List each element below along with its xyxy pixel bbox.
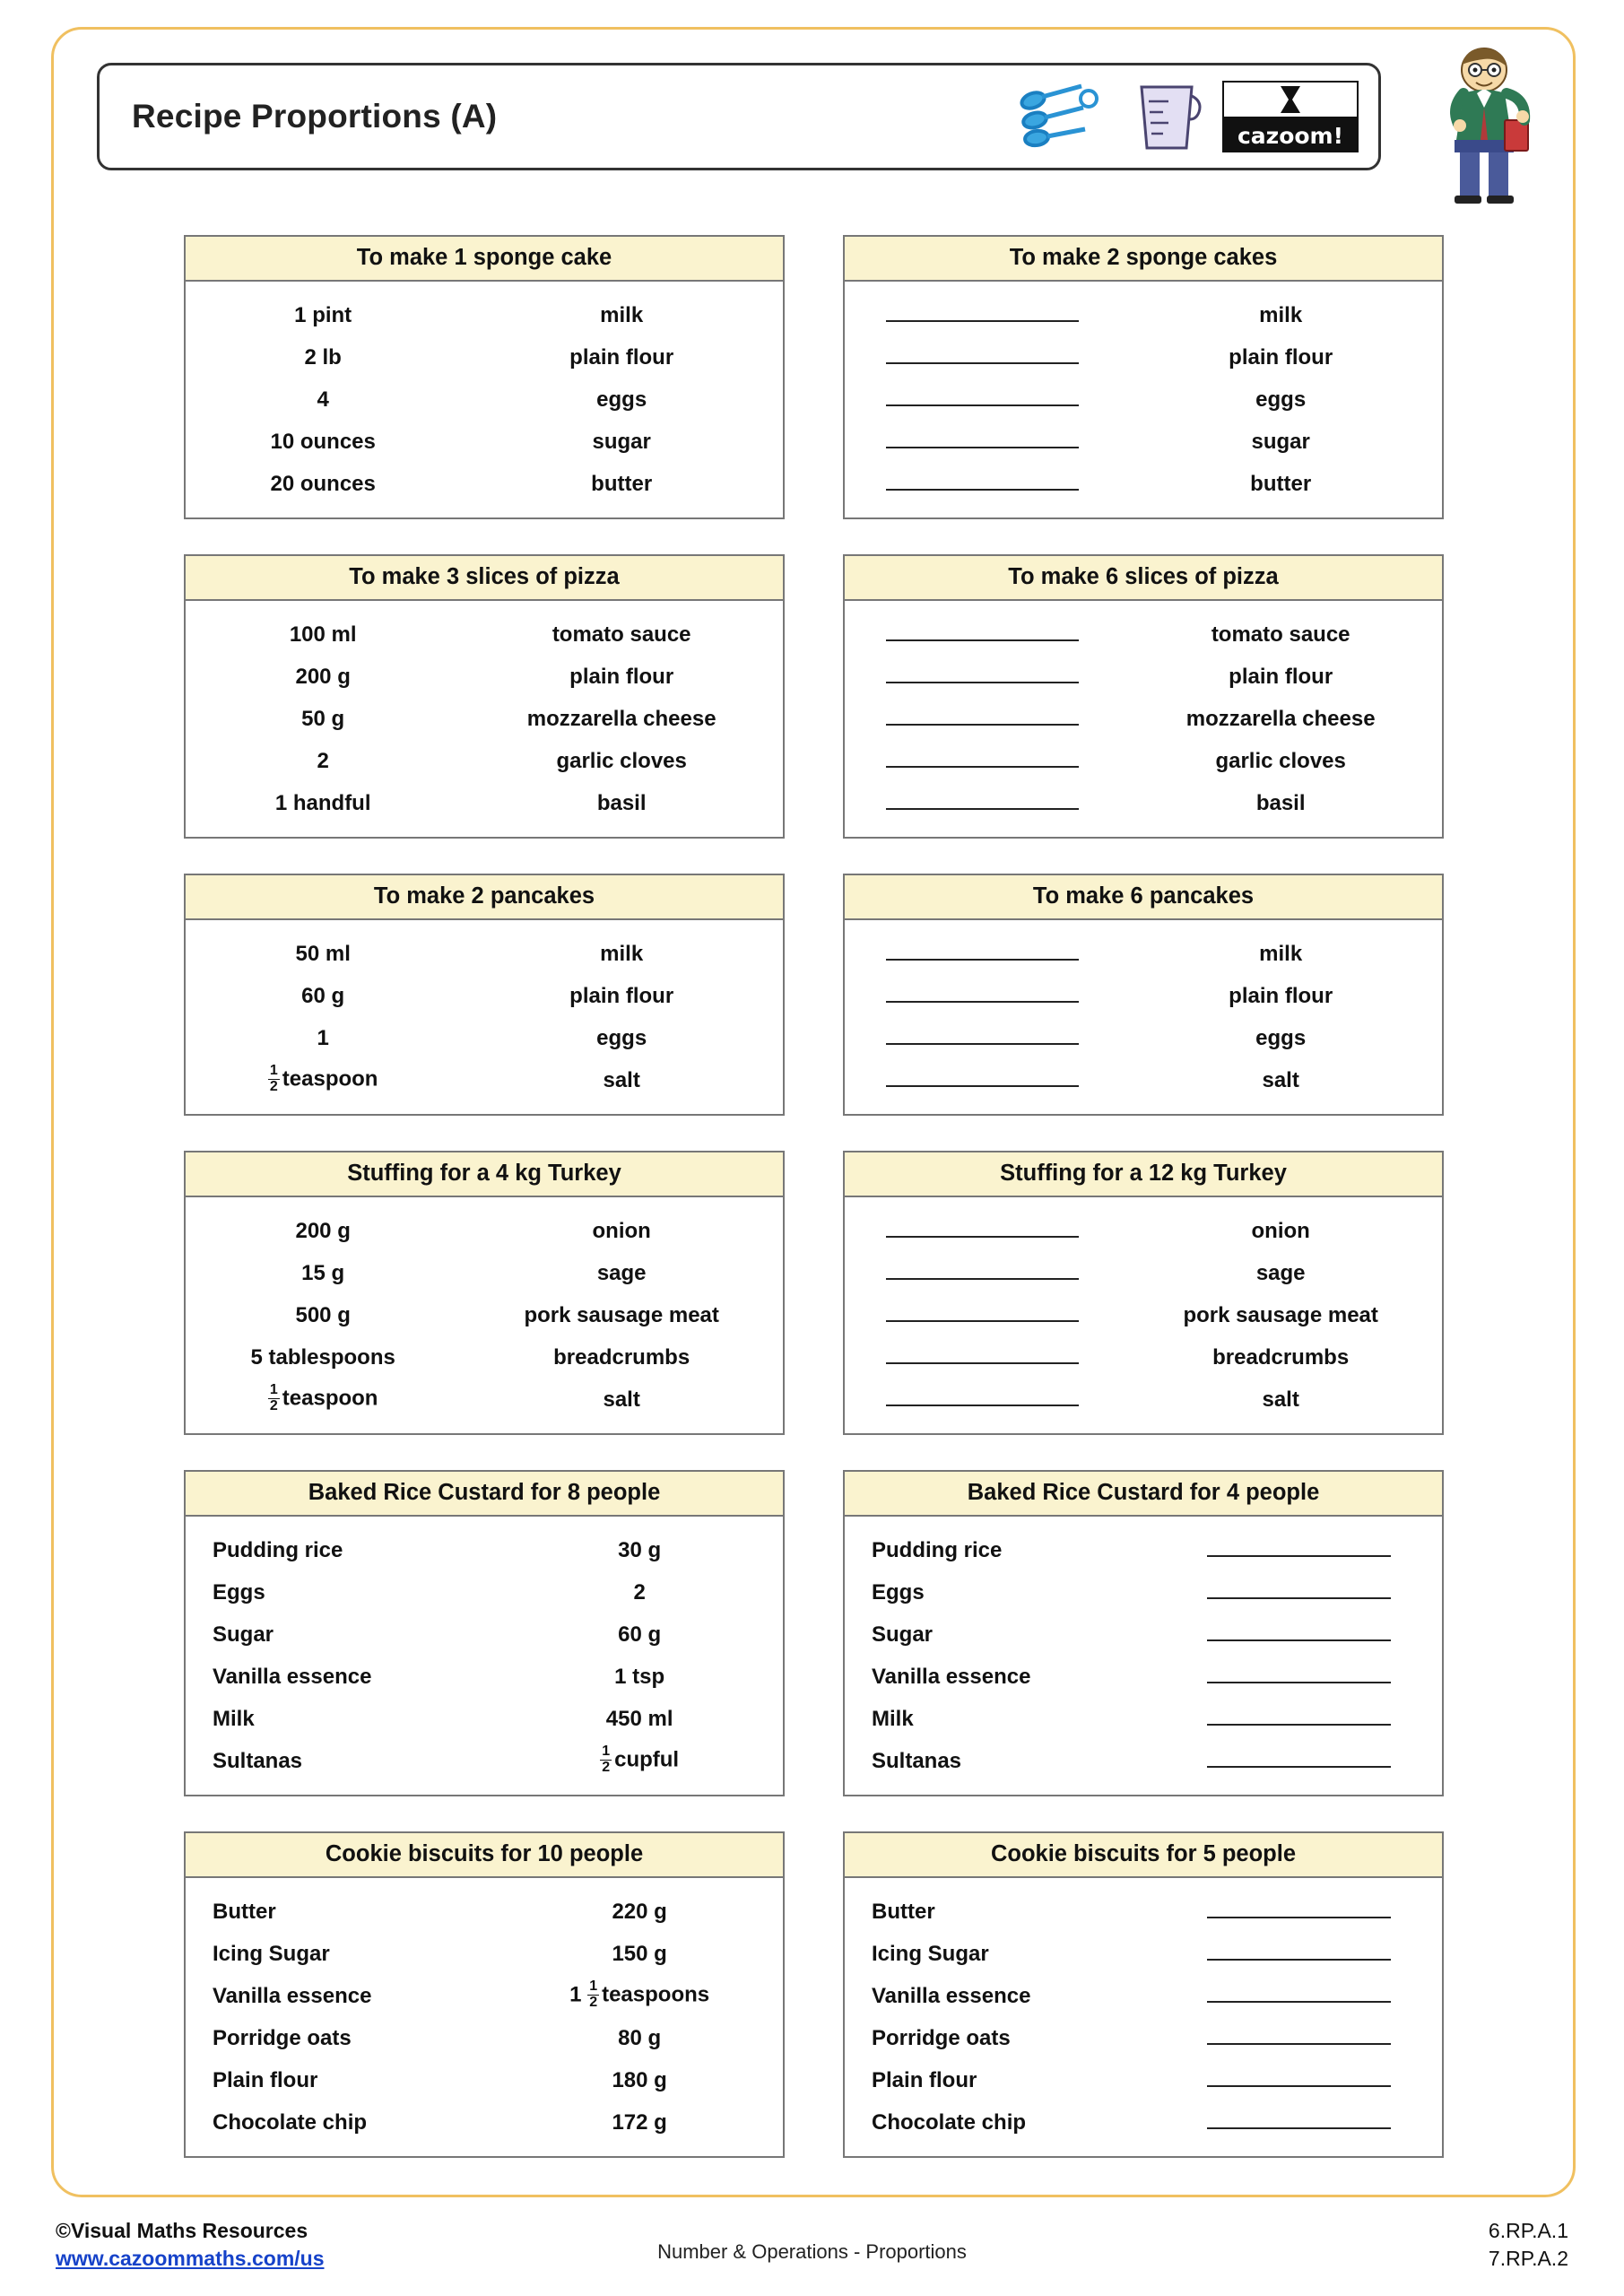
fraction-suffix: cupful (614, 1747, 680, 1772)
ingredient-name: breadcrumbs (1212, 1344, 1350, 1370)
recipe-card-grid (184, 235, 1444, 2193)
answer-blank[interactable] (845, 706, 1119, 732)
answer-blank[interactable] (845, 622, 1119, 648)
ingredient-row (845, 1891, 1442, 1933)
ingredient-name: plain flour (1229, 983, 1333, 1008)
recipe-card-rice-custard-4 (843, 1470, 1444, 1796)
ingredient-amount-fraction (186, 1065, 460, 1096)
hourglass-icon (1222, 81, 1359, 118)
ingredient-row (186, 1294, 783, 1336)
recipe-card-pizza-6 (843, 554, 1444, 839)
fraction-suffix: teaspoon (282, 1066, 378, 1091)
ingredient-row (186, 656, 783, 698)
answer-blank[interactable] (845, 941, 1119, 967)
card-body (843, 601, 1444, 839)
answer-blank[interactable] (1155, 1706, 1442, 1732)
measuring-jug-icon (1125, 78, 1208, 155)
card-title: Stuffing for a 4 kg Turkey (184, 1151, 785, 1197)
ingredient-row (845, 421, 1442, 463)
ingredient-row (186, 336, 783, 378)
ingredient-row (186, 1336, 783, 1378)
ingredient-amount: 10 ounces (270, 429, 376, 454)
page-title: Recipe Proportions (A) (132, 98, 498, 135)
ingredient-row (186, 294, 783, 336)
ingredient-row (845, 656, 1442, 698)
ingredient-amount: 450 ml (605, 1706, 673, 1731)
card-body (184, 1517, 785, 1796)
card-body (184, 920, 785, 1116)
ingredient-amount: 4 (317, 387, 329, 412)
page-footer (0, 2217, 1624, 2296)
ingredient-row (845, 294, 1442, 336)
ingredient-name: basil (596, 790, 647, 815)
answer-blank[interactable] (845, 1067, 1119, 1093)
ingredient-row (186, 1975, 783, 2017)
ingredient-row (845, 1571, 1442, 1613)
ingredient-row (186, 1571, 783, 1613)
fraction-suffix: teaspoon (282, 1386, 378, 1411)
card-body (184, 1878, 785, 2158)
standard-code-1: 6.RP.A.1 (1488, 2219, 1568, 2242)
ingredient-row (186, 2101, 783, 2144)
ingredient-amount: 172 g (612, 2109, 667, 2135)
ingredient-row (845, 1933, 1442, 1975)
ingredient-row (186, 1210, 783, 1252)
ingredient-row (186, 1740, 783, 1782)
card-title: To make 6 pancakes (843, 874, 1444, 920)
cazoom-logo (1222, 81, 1359, 152)
ingredient-name: Pudding rice (213, 1537, 343, 1562)
fraction-half: $\frac{1}{2}$ (269, 1063, 278, 1094)
ingredient-amount: 1 tsp (614, 1664, 665, 1689)
card-title: Baked Rice Custard for 8 people (184, 1470, 785, 1517)
ingredient-amount: 50 ml (295, 941, 351, 966)
answer-blank[interactable] (845, 1387, 1119, 1413)
card-title: Stuffing for a 12 kg Turkey (843, 1151, 1444, 1197)
ingredient-row (845, 1294, 1442, 1336)
ingredient-name: Icing Sugar (872, 1941, 989, 1966)
card-body (184, 601, 785, 839)
ingredient-name: Sultanas (213, 1748, 303, 1773)
ingredient-row (845, 1017, 1442, 1059)
answer-blank[interactable] (845, 1260, 1119, 1286)
answer-blank[interactable] (845, 344, 1119, 370)
footer-topic: Number & Operations - Proportions (657, 2240, 967, 2263)
title-bar (97, 63, 1381, 170)
ingredient-row (845, 463, 1442, 505)
recipe-card-pancakes-6 (843, 874, 1444, 1116)
ingredient-row (186, 2017, 783, 2059)
ingredient-row (845, 1210, 1442, 1252)
recipe-card-cookie-10 (184, 1831, 785, 2158)
measuring-spoons-icon (1017, 81, 1111, 152)
answer-blank[interactable] (1155, 1983, 1442, 2009)
ingredient-name: butter (591, 471, 653, 496)
card-row (184, 235, 1444, 519)
ingredient-name: Plain flour (213, 2067, 318, 2092)
ingredient-row (845, 1656, 1442, 1698)
answer-blank[interactable] (845, 387, 1119, 413)
card-title: To make 2 pancakes (184, 874, 785, 920)
ingredient-row (845, 2059, 1442, 2101)
ingredient-row (845, 378, 1442, 421)
ingredient-amount: 2 (317, 748, 329, 773)
ingredient-row (186, 1933, 783, 1975)
ingredient-name: garlic cloves (1215, 748, 1346, 773)
ingredient-row (186, 1698, 783, 1740)
footer-standards (1489, 2217, 1568, 2273)
ingredient-row (186, 1656, 783, 1698)
ingredient-row (845, 1740, 1442, 1782)
ingredient-name: milk (1259, 941, 1303, 966)
answer-blank[interactable] (1155, 1579, 1442, 1605)
ingredient-name: milk (1259, 302, 1303, 327)
ingredient-row (186, 2059, 783, 2101)
ingredient-amount: 100 ml (289, 622, 357, 647)
ingredient-name: plain flour (569, 344, 674, 370)
ingredient-name: onion (1251, 1218, 1310, 1243)
ingredient-name: basil (1255, 790, 1306, 815)
title-icon-group (1017, 78, 1359, 155)
ingredient-name: Vanilla essence (213, 1983, 372, 2008)
ingredient-name: tomato sauce (551, 622, 691, 647)
ingredient-amount-fraction (186, 1384, 460, 1415)
ingredient-name: Sugar (872, 1622, 934, 1647)
ingredient-name: eggs (596, 1025, 647, 1050)
ingredient-name: salt (603, 1387, 640, 1412)
ingredient-row (186, 1613, 783, 1656)
ingredient-row (186, 933, 783, 975)
ingredient-name: eggs (1255, 1025, 1307, 1050)
card-body (843, 920, 1444, 1116)
ingredient-amount-fraction (496, 1980, 783, 2012)
ingredient-name: Eggs (872, 1579, 925, 1605)
ingredient-name: salt (1262, 1067, 1299, 1092)
ingredient-row (186, 782, 783, 824)
ingredient-row (845, 698, 1442, 740)
ingredient-name: plain flour (569, 983, 674, 1008)
card-title: Cookie biscuits for 5 people (843, 1831, 1444, 1878)
ingredient-row (845, 1252, 1442, 1294)
ingredient-name: sugar (592, 429, 651, 454)
ingredient-name: Butter (213, 1899, 276, 1924)
answer-blank[interactable] (845, 1218, 1119, 1244)
ingredient-amount: 15 g (301, 1260, 345, 1285)
ingredient-row (186, 1017, 783, 1059)
ingredient-row (845, 1059, 1442, 1101)
ingredient-amount: 30 g (618, 1537, 662, 1562)
answer-blank[interactable] (1155, 1748, 1442, 1774)
ingredient-amount: 20 ounces (270, 471, 376, 496)
answer-blank[interactable] (845, 429, 1119, 455)
answer-blank[interactable] (1155, 2025, 1442, 2051)
website-link[interactable]: www.cazoommaths.com/us (56, 2247, 325, 2271)
card-body (843, 1517, 1444, 1796)
ingredient-name: plain flour (1229, 664, 1333, 689)
ingredient-row (845, 336, 1442, 378)
card-row (184, 874, 1444, 1116)
ingredient-name: Vanilla essence (872, 1664, 1031, 1689)
card-body (843, 1197, 1444, 1435)
ingredient-row (845, 782, 1442, 824)
ingredient-name: Butter (872, 1899, 935, 1924)
ingredient-row (845, 1336, 1442, 1378)
answer-blank[interactable] (1155, 1899, 1442, 1925)
fraction-suffix: teaspoons (602, 1982, 710, 2007)
recipe-card-turkey-12kg (843, 1151, 1444, 1435)
ingredient-name: sage (596, 1260, 647, 1285)
ingredient-name: Sugar (213, 1622, 274, 1647)
ingredient-row (186, 378, 783, 421)
ingredient-row (186, 1252, 783, 1294)
ingredient-row (186, 975, 783, 1017)
recipe-card-pizza-3 (184, 554, 785, 839)
card-body (184, 1197, 785, 1435)
ingredient-amount: 1 handful (274, 790, 371, 815)
ingredient-name: Chocolate chip (872, 2109, 1027, 2135)
card-row (184, 1831, 1444, 2158)
ingredient-name: sugar (1251, 429, 1310, 454)
recipe-card-cookie-5 (843, 1831, 1444, 2158)
card-title: To make 3 slices of pizza (184, 554, 785, 601)
ingredient-name: breadcrumbs (553, 1344, 690, 1370)
answer-blank[interactable] (1155, 1941, 1442, 1967)
ingredient-amount: 60 g (301, 983, 345, 1008)
ingredient-name: Milk (213, 1706, 255, 1731)
card-title: To make 1 sponge cake (184, 235, 785, 282)
copyright-text: ©Visual Maths Resources (56, 2219, 308, 2242)
ingredient-name: butter (1250, 471, 1312, 496)
ingredient-row (186, 421, 783, 463)
ingredient-amount: 5 tablespoons (250, 1344, 395, 1370)
ingredient-row (845, 1613, 1442, 1656)
ingredient-row (186, 1891, 783, 1933)
ingredient-name: Icing Sugar (213, 1941, 330, 1966)
ingredient-name: milk (600, 941, 644, 966)
recipe-card-sponge-cake-1 (184, 235, 785, 519)
answer-blank[interactable] (845, 983, 1119, 1009)
ingredient-amount: 1 (317, 1025, 329, 1050)
answer-blank[interactable] (845, 471, 1119, 497)
answer-blank[interactable] (845, 748, 1119, 774)
recipe-card-turkey-4kg (184, 1151, 785, 1435)
ingredient-name: mozzarella cheese (1185, 706, 1376, 731)
ingredient-name: Eggs (213, 1579, 265, 1605)
card-row (184, 1151, 1444, 1435)
ingredient-row (186, 1059, 783, 1101)
ingredient-row (186, 698, 783, 740)
card-title: Baked Rice Custard for 4 people (843, 1470, 1444, 1517)
ingredient-name: pork sausage meat (1183, 1302, 1378, 1327)
card-row (184, 554, 1444, 839)
ingredient-name: salt (603, 1067, 640, 1092)
ingredient-name: salt (1262, 1387, 1299, 1412)
ingredient-name: plain flour (569, 664, 674, 689)
fraction-half: $\frac{1}{2}$ (269, 1382, 278, 1413)
ingredient-amount: 220 g (612, 1899, 667, 1924)
ingredient-amount: 180 g (612, 2067, 667, 2092)
ingredient-name: Vanilla essence (213, 1664, 372, 1689)
answer-blank[interactable] (1155, 1537, 1442, 1563)
answer-blank[interactable] (1155, 1622, 1442, 1648)
recipe-card-pancakes-2 (184, 874, 785, 1116)
card-body (843, 282, 1444, 519)
recipe-card-rice-custard-8 (184, 1470, 785, 1796)
card-title: Cookie biscuits for 10 people (184, 1831, 785, 1878)
ingredient-name: Porridge oats (872, 2025, 1011, 2050)
ingredient-row (845, 613, 1442, 656)
teacher-character-icon (1428, 47, 1544, 204)
fraction-half: $\frac{1}{2}$ (589, 1979, 598, 2010)
ingredient-row (845, 933, 1442, 975)
ingredient-row (845, 2101, 1442, 2144)
ingredient-name: Vanilla essence (872, 1983, 1031, 2008)
ingredient-row (845, 2017, 1442, 2059)
answer-blank[interactable] (845, 664, 1119, 690)
card-body (843, 1878, 1444, 2158)
ingredient-name: sage (1255, 1260, 1306, 1285)
answer-blank[interactable] (1155, 2067, 1442, 2093)
ingredient-amount: 80 g (618, 2025, 662, 2050)
answer-blank[interactable] (1155, 2109, 1442, 2135)
answer-blank[interactable] (1155, 1664, 1442, 1690)
ingredient-name: Milk (872, 1706, 914, 1731)
ingredient-row (186, 613, 783, 656)
answer-blank[interactable] (845, 1344, 1119, 1370)
recipe-card-sponge-cake-2 (843, 235, 1444, 519)
answer-blank[interactable] (845, 1302, 1119, 1328)
ingredient-row (186, 463, 783, 505)
ingredient-name: tomato sauce (1211, 622, 1350, 647)
ingredient-name: Pudding rice (872, 1537, 1003, 1562)
ingredient-name: eggs (596, 387, 647, 412)
ingredient-amount: 50 g (301, 706, 345, 731)
fraction-prefix: 1 (569, 1982, 582, 2007)
ingredient-name: mozzarella cheese (526, 706, 716, 731)
ingredient-row (186, 1529, 783, 1571)
answer-blank[interactable] (845, 302, 1119, 328)
standard-code-2: 7.RP.A.2 (1488, 2247, 1568, 2271)
ingredient-name: eggs (1255, 387, 1307, 412)
ingredient-amount-fraction (496, 1745, 783, 1777)
ingredient-name: onion (592, 1218, 651, 1243)
ingredient-row (845, 1378, 1442, 1421)
card-row (184, 1470, 1444, 1796)
ingredient-row (845, 740, 1442, 782)
card-title: To make 6 slices of pizza (843, 554, 1444, 601)
card-title: To make 2 sponge cakes (843, 235, 1444, 282)
fraction-half: $\frac{1}{2}$ (602, 1744, 611, 1775)
ingredient-name: milk (600, 302, 644, 327)
ingredient-name: plain flour (1229, 344, 1333, 370)
card-body (184, 282, 785, 519)
ingredient-name: Plain flour (872, 2067, 977, 2092)
ingredient-amount: 150 g (612, 1941, 667, 1966)
cazoom-wordmark: cazoom! (1222, 118, 1359, 152)
ingredient-amount: 2 lb (304, 344, 342, 370)
answer-blank[interactable] (845, 790, 1119, 816)
answer-blank[interactable] (845, 1025, 1119, 1051)
ingredient-amount: 500 g (295, 1302, 351, 1327)
ingredient-row (186, 1378, 783, 1421)
ingredient-name: Porridge oats (213, 2025, 352, 2050)
ingredient-name: Chocolate chip (213, 2109, 368, 2135)
ingredient-amount: 200 g (295, 664, 351, 689)
ingredient-amount: 200 g (295, 1218, 351, 1243)
ingredient-name: pork sausage meat (524, 1302, 719, 1327)
ingredient-amount: 2 (633, 1579, 646, 1605)
ingredient-name: Sultanas (872, 1748, 962, 1773)
ingredient-row (845, 1698, 1442, 1740)
ingredient-row (845, 975, 1442, 1017)
ingredient-name: garlic cloves (556, 748, 687, 773)
ingredient-row (845, 1529, 1442, 1571)
ingredient-row (845, 1975, 1442, 2017)
ingredient-amount: 60 g (618, 1622, 662, 1647)
ingredient-amount: 1 pint (294, 302, 352, 327)
ingredient-row (186, 740, 783, 782)
